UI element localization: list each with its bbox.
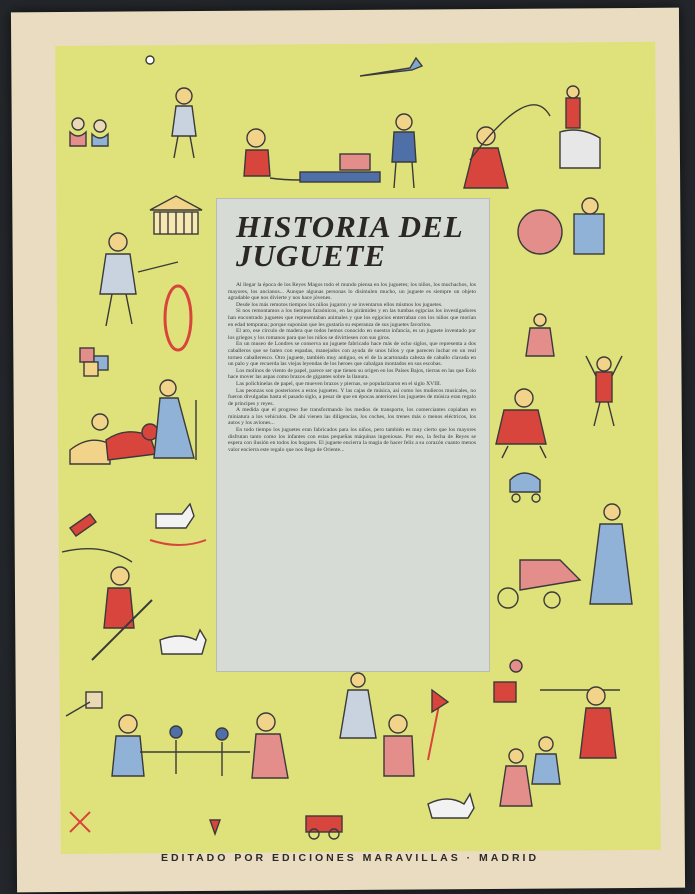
boy-with-toy-train-illustration	[244, 129, 380, 182]
jumping-jack-illustration	[586, 356, 622, 426]
dancing-girl-illustration	[340, 673, 376, 738]
jack-in-the-box-illustration	[494, 660, 522, 702]
article-paragraph: Si nos remontamos a los tiempos faraónicos, en las pirámides y en las tumbas egipcias los investigadores han encontrado juguetes que representaban animales y que los egipcios enterraban con los niños que morían en edad temprana; porque suponían que les gustaría su esperanza de sus juguetes favoritos.	[228, 308, 476, 328]
article-paragraph: Las polichinelas de papel, que mueven brazos y piernas, se popularizaron en el siglo XVIII.	[236, 380, 442, 387]
spinning-top-illustration	[210, 820, 220, 834]
girl-jump-rope-illustration	[464, 105, 550, 188]
girl-with-doll-illustration	[496, 389, 546, 458]
boy-on-hobby-horse-illustration	[62, 549, 152, 660]
drum-illustration	[66, 692, 102, 716]
rocking-horse-illustration	[150, 504, 206, 545]
boy-with-pinwheel-illustration	[384, 690, 448, 776]
article-paragraph: Los molinos de viento de papel, parece ser que tienen su origen en los Países Bajos, tierras en las que Eolo hace mover las aspas como brazos de gigantes sobre la llanura.	[228, 367, 476, 381]
publisher-footer: EDITADO POR EDICIONES MARAVILLAS · MADRID	[160, 852, 540, 864]
article-paragraph: Al llegar la época de los Reyes Magos todo el mundo piensa en los juguetes; los niños, los muchachos, los mayores, los ancianos... Aunque algunas personas lo disimulen mucho, un juguete es siempre un objeto agradable que nos divierte y nos hace jóvenes.	[228, 282, 476, 302]
girl-with-ball-illustration	[146, 56, 196, 158]
marionettes-illustration	[500, 687, 620, 806]
toy-blocks-illustration	[80, 348, 108, 376]
toy-car-illustration	[306, 816, 342, 839]
article-paragraph: A medida que el progreso fue transformando los medios de transporte, los comerciantes copiaban en miniatura a los vehículos. De ahí vienen las diligencias, los coches, los trenes más o menos eléctricos, los autos y los aviones...	[228, 407, 476, 427]
standing-boy-illustration	[392, 114, 416, 188]
toy-dog-illustration	[160, 630, 206, 654]
puppet-illustration	[518, 198, 604, 254]
article-paragraph: Las peonzas son posteriores a estos juguetes. Y las cajas de música, así como los muñecos musicales, no fueron divulgadas hasta el pasado siglo, a pesar de que en épocas anteriores los juguetes de música eran regalo de príncipes y reyes.	[228, 387, 476, 407]
girl-with-hoop-illustration	[100, 233, 191, 350]
article-paragraph: El aro, ese círculo de madera que todos hemos conocido en nuestra infancia, es un juguete inventado por los griegos y los romanos para que los niños se divirtiesen con sus giros.	[228, 328, 476, 341]
article-paragraph: Desde los más remotos tiempos los niños jugaron y se inventaron ellos mismos los juguetes.	[236, 301, 443, 308]
crossed-sticks-illustration	[70, 812, 90, 832]
woman-with-pram-illustration	[498, 504, 632, 608]
article-title: HISTORIA DEL JUGUETE	[236, 209, 463, 273]
seated-children-illustration	[70, 118, 108, 146]
greek-temple-illustration	[150, 196, 202, 234]
running-dog-illustration	[428, 794, 474, 818]
children-with-toy-dog-illustration	[70, 414, 158, 464]
puppet-theater-illustration	[112, 713, 288, 778]
article-paragraph: En todo tiempo los juguetes eran fabricados para los niños, pero también es muy cierto que los mayores disfrutan tanto como los infantes con estas pequeñas máquinas ingeniosas. Por eso, la fecha de Reyes se espera con ilusión en todos los hogares. El juguete encierra la magia de hacer feliz a su corazón cuanto menos valor encierra este regalo que nos llega de Oriente...	[228, 427, 476, 453]
article-body	[228, 282, 476, 662]
doll-carriage-illustration	[510, 473, 540, 502]
article-paragraph: En un museo de Londres se conserva un juguete fabricado hace más de ocho siglos, que representa a dos caballeros que se baten con espadas, manejados con ayuda de unos hilos y que parecen luchar en un real torneo caballeresco. Otro juguete, también muy antiguo, es el de la acartonada cabeza de caballo clavada en un palo y que recuerda las viejas leyendas de los heroes que cabalgan montados en sus escobas.	[228, 341, 476, 368]
toy-soldier-horse-illustration	[560, 86, 600, 168]
toy-rocket-illustration	[70, 514, 96, 536]
doll-illustration	[526, 314, 554, 356]
woman-illustration	[154, 380, 196, 460]
toy-airplane-illustration	[360, 58, 422, 76]
